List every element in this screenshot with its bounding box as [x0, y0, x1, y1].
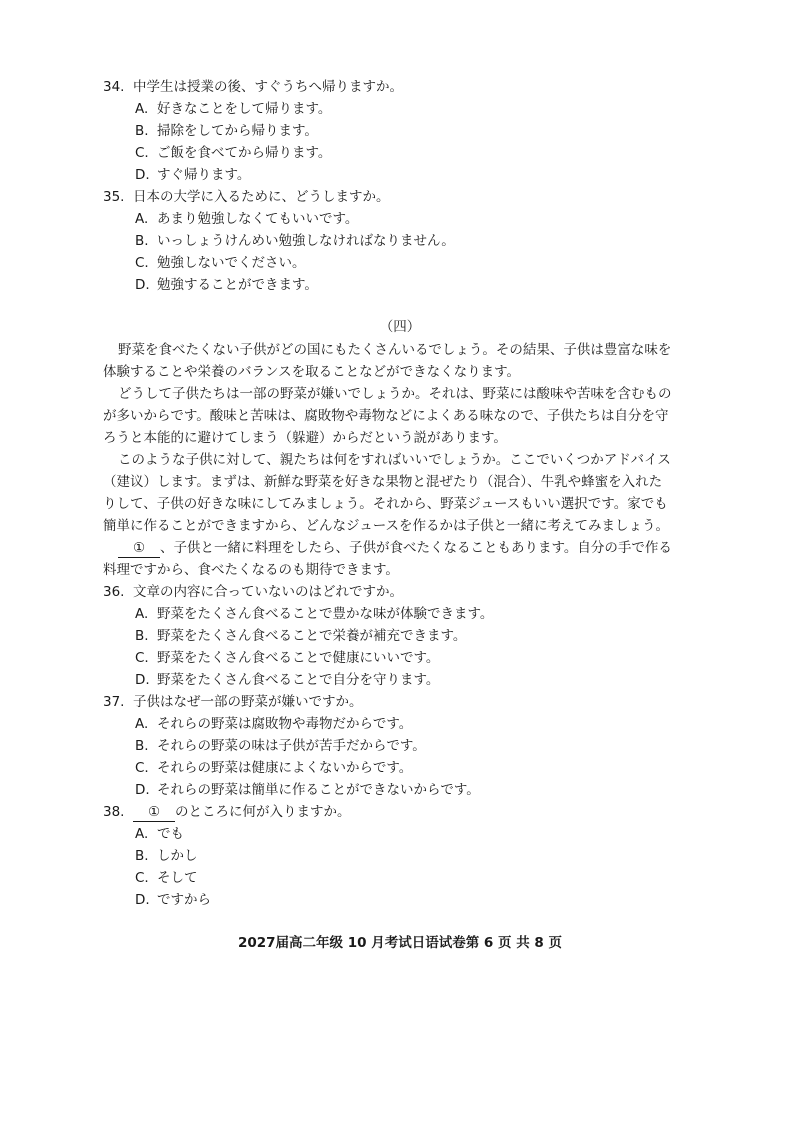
passage-line: このような子供に対して、親たちは何をすればいいでしょうか。ここでいくつかアドバイス	[118, 452, 671, 468]
option-34-b: B. 掃除をしてから帰ります。	[135, 123, 318, 139]
question-34	[103, 76, 403, 98]
option-35-b: B. いっしょうけんめい勉強しなければなりません。	[135, 233, 455, 249]
option-37-a: A. それらの野菜は腐敗物や毒物だからです。	[135, 716, 413, 732]
passage-line: 体験することや栄養のバランスを取ることなどができなくなります。	[103, 364, 521, 380]
question-36	[103, 581, 403, 603]
option-38-c: C. そして	[135, 870, 198, 886]
option-36-a: A. 野菜をたくさん食べることで豊かな味が体験できます。	[135, 606, 494, 622]
passage-line: どうして子供たちは一部の野菜が嫌いでしょうか。それは、野菜には酸味や苦味を含むもの	[118, 386, 672, 402]
option-34-d: D. すぐ帰ります。	[135, 167, 251, 183]
question-text: 子供はなぜ一部の野菜が嫌いですか。	[133, 694, 363, 710]
option-37-c: C. それらの野菜は健康によくないからです。	[135, 760, 413, 776]
option-35-a: A. あまり勉強しなくてもいいです。	[135, 211, 359, 227]
option-38-a: A. でも	[135, 826, 184, 842]
blank-1: ①	[118, 539, 160, 558]
passage-line: りして、子供の好きな味にしてみましょう。それから、野菜ジュースもいい選択です。家でも	[103, 496, 668, 512]
option-37-b: B. それらの野菜の味は子供が苦手だからです。	[135, 738, 426, 754]
question-text: 中学生は授業の後、すぐうちへ帰りますか。	[133, 79, 403, 95]
question-number: 37.	[103, 694, 125, 710]
option-36-c: C. 野菜をたくさん食べることで健康にいいです。	[135, 650, 440, 666]
passage-line: 料理ですから、食べたくなるのも期待できます。	[103, 562, 399, 578]
section-title: （四）	[379, 319, 421, 335]
option-36-b: B. 野菜をたくさん食べることで栄養が補充できます。	[135, 628, 467, 644]
question-number: 34.	[103, 79, 125, 95]
question-number: 35.	[103, 189, 125, 205]
option-35-d: D. 勉強することができます。	[135, 277, 318, 293]
option-35-c: C. 勉強しないでください。	[135, 255, 306, 271]
question-text: 文章の内容に合っていないのはどれですか。	[133, 584, 403, 600]
option-38-d: D. ですから	[135, 892, 211, 908]
passage-line: 簡単に作ることができますから、どんなジュースを作るかは子供と一緒に考えてみましょう。	[103, 518, 670, 534]
question-text: のところに何が入りますか。	[175, 804, 351, 820]
question-37	[103, 691, 363, 713]
option-36-d: D. 野菜をたくさん食べることで自分を守ります。	[135, 672, 440, 688]
question-text: 日本の大学に入るために、どうしますか。	[133, 189, 390, 205]
question-number: 38.	[103, 804, 125, 820]
passage-line: ① 、子供と一緒に料理をしたら、子供が食べたくなることもあります。自分の手で作る	[118, 537, 672, 559]
passage-line: （建议）します。まずは、新鮮な野菜を好きな果物と混ぜたり（混合）、牛乳や蜂蜜を入れた	[103, 474, 663, 490]
option-34-a: A. 好きなことをして帰ります。	[135, 101, 332, 117]
passage-line: が多いからです。酸味と苦味は、腐敗物や毒物などによくある味なので、子供たちは自分を守	[103, 408, 669, 424]
page-footer: 2027届高二年级 10 月考试日语试卷第 6 页 共 8 页	[237, 935, 563, 951]
blank-1: ①	[133, 803, 175, 822]
question-38	[103, 801, 351, 823]
option-37-d: D. それらの野菜は簡単に作ることができないからです。	[135, 782, 480, 798]
option-38-b: B. しかし	[135, 848, 198, 864]
option-34-c: C. ご飯を食べてから帰ります。	[135, 145, 332, 161]
passage-line: ろうと本能的に避けてしまう（躲避）からだという説があります。	[103, 430, 507, 446]
question-35	[103, 186, 390, 208]
passage-line: 野菜を食べたくない子供がどの国にもたくさんいるでしょう。その結果、子供は豊富な味を	[118, 342, 672, 358]
question-number: 36.	[103, 584, 125, 600]
